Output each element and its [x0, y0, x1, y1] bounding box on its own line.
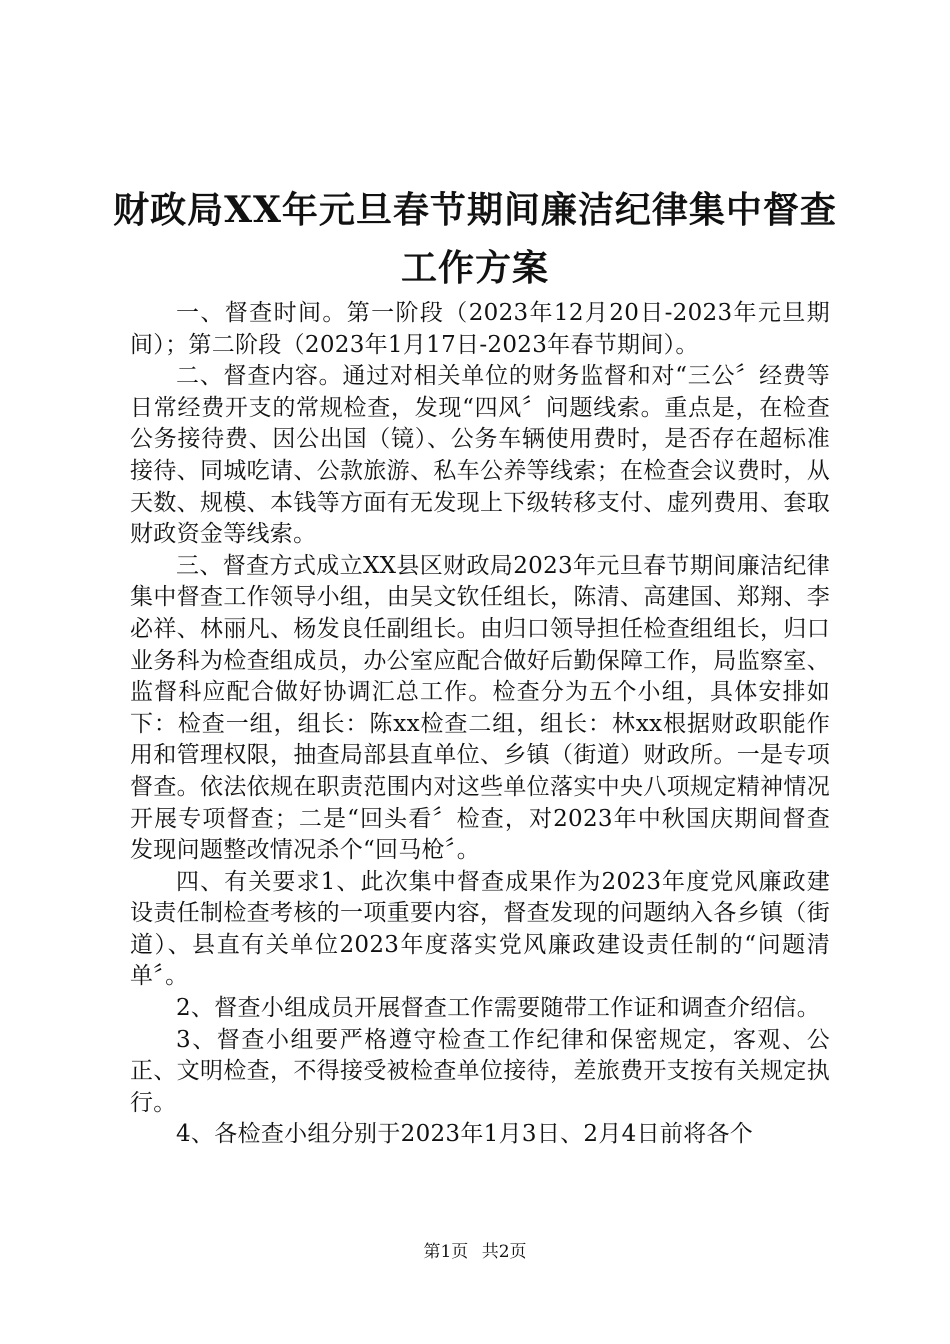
paragraph-supervision-method: 三、督查方式成立XX县区财政局2023年元旦春节期间廉洁纪律集中督查工作领导小组，由吴文钦任组长，陈清、高建国、郑翔、李必祥、林丽凡、杨发良任副组长。由归口领导担任检查组组长，归口业务科为检查组成员，办公室应配合做好后勤保障工作，局监察室、监督科应配合做好协调汇总工作。检查分为五个小组，具体安排如下：检查一组，组长：陈xx检查二组，组长：林xx根据财政职能作用和管理权限，抽查局部县直单位、乡镇（街道）财政所。一是专项督查。依法依规在职责范围内对这些单位落实中央八项规定精神情况开展专项督查；二是“回头看〞检查，对2023年中秋国庆期间督查发现问题整改情况杀个“回马枪〞。 [130, 552, 830, 864]
page-footer [0, 1241, 950, 1263]
paragraph-supervision-time: 一、督查时间。第一阶段（2023年12月20日-2023年元旦期间）；第二阶段（2023年1月17日-2023年春节期间）。 [130, 300, 830, 358]
document-title-line-2: 工作方案 [400, 247, 549, 289]
page-number-current: 第1页 [423, 1242, 469, 1262]
document-body [130, 298, 830, 1151]
paragraph-requirements-3: 3、督查小组要严格遵守检查工作纪律和保密规定，客观、公正、文明检查，不得接受被检查单位接待，差旅费开支按有关规定执行。 [130, 1026, 830, 1116]
document-title-line-1: 财政局XX年元旦春节期间廉洁纪律集中督查 [113, 189, 837, 231]
paragraph-requirements-4: 4、各检查小组分别于2023年1月3日、2月4日前将各个 [176, 1121, 754, 1148]
paragraph-requirements-2: 2、督查小组成员开展督查工作需要随带工作证和调查介绍信。 [176, 995, 821, 1022]
paragraph-supervision-content: 二、督查内容。通过对相关单位的财务监督和对“三公〞经费等日常经费开支的常规检查，发现“四风〞问题线索。重点是，在检查公务接待费、因公出国（镜）、公务车辆使用费时，是否存在超标准接待、同城吃请、公款旅游、私车公养等线索；在检查会议费时，从天数、规模、本钱等方面有无发现上下级转移支付、虚列费用、套取财政资金等线索。 [130, 363, 830, 548]
page-number-total: 共2页 [481, 1242, 527, 1262]
paragraph-requirements-1: 四、有关要求1、此次集中督查成果作为2023年度党风廉政建设责任制检查考核的一项重要内容，督查发现的问题纳入各乡镇（街道）、县直有关单位2023年度落实党风廉政建设责任制的“问题清单〞。 [130, 868, 830, 990]
